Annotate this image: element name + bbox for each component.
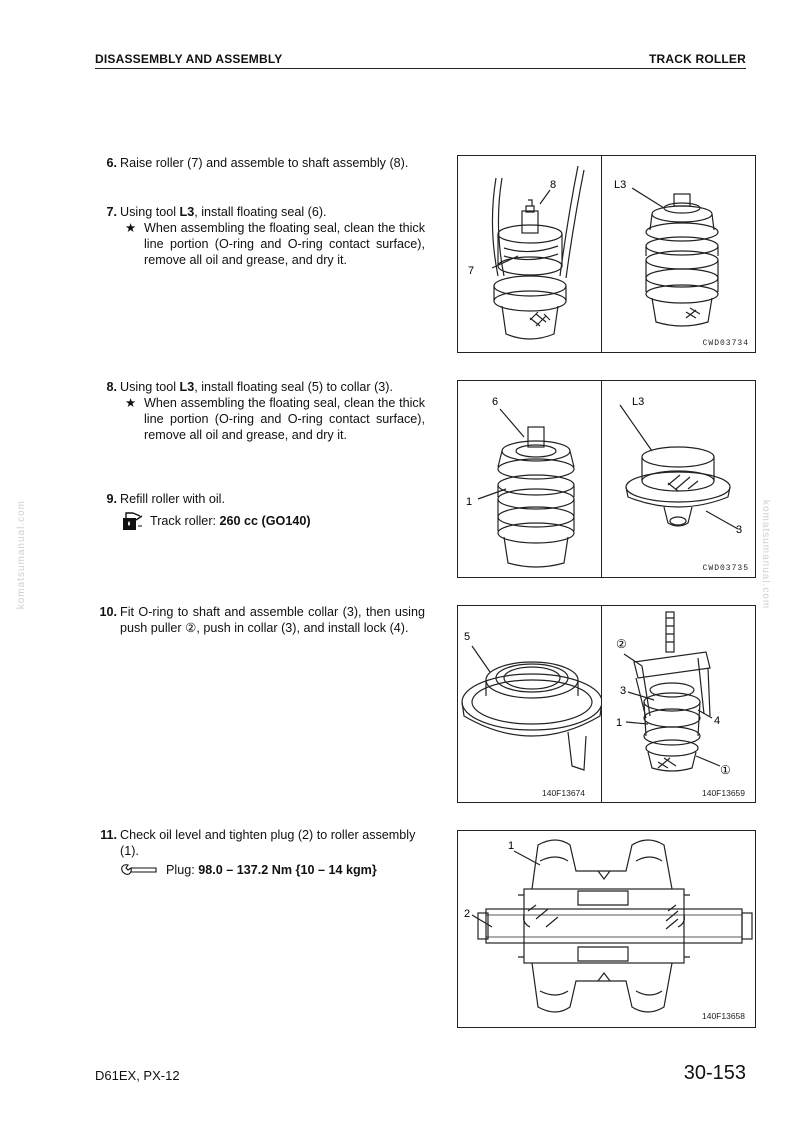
label-3: 3 bbox=[736, 524, 743, 536]
label-2: 2 bbox=[464, 908, 471, 920]
label-1: 1 bbox=[508, 840, 515, 852]
figure-1 bbox=[457, 155, 756, 353]
star-icon: ★ bbox=[125, 396, 137, 410]
step-text: Using tool bbox=[120, 205, 180, 219]
figure-2-left-drawing bbox=[458, 381, 601, 577]
step-text: Refill roller with oil. bbox=[120, 492, 225, 506]
figure-code-left: 140F13674 bbox=[542, 788, 586, 798]
oil-spec bbox=[120, 510, 425, 532]
oil-can-icon bbox=[120, 510, 144, 532]
figure-4-drawing bbox=[458, 831, 755, 1027]
figure-1-right-drawing bbox=[602, 156, 755, 352]
label-1: 1 bbox=[616, 717, 623, 729]
label-3: 3 bbox=[620, 685, 627, 697]
wrench-icon bbox=[120, 863, 160, 877]
watermark-left: komatsumanual.com bbox=[16, 500, 27, 610]
label-L3: L3 bbox=[614, 179, 627, 191]
subsection-title: TRACK ROLLER bbox=[648, 52, 746, 66]
label-7: 7 bbox=[468, 265, 475, 277]
figure-1-left-drawing bbox=[458, 156, 601, 352]
step-number: 9. bbox=[106, 492, 117, 506]
label-5: 5 bbox=[464, 631, 471, 643]
step-note bbox=[120, 395, 425, 443]
figure-3 bbox=[457, 605, 756, 803]
step-text-post: , install floating seal (6). bbox=[194, 205, 327, 219]
label-tool-1: ① bbox=[720, 763, 731, 777]
watermark-right: komatsumanual.com bbox=[760, 500, 771, 610]
figure-2-right-drawing bbox=[602, 381, 755, 577]
page-number: 30-153 bbox=[683, 1062, 746, 1084]
step-7 bbox=[95, 204, 425, 268]
step-number: 6. bbox=[106, 156, 117, 170]
step-text: Using tool bbox=[120, 380, 180, 394]
step-10 bbox=[95, 604, 425, 636]
note-text: When assembling the floating seal, clean the thick line portion (O-ring and O-ring contact surface), remove all oil and grease, and dry it. bbox=[144, 221, 425, 267]
torque-spec bbox=[120, 862, 425, 878]
figure-4 bbox=[457, 830, 756, 1028]
step-note bbox=[120, 220, 425, 268]
label-L3: L3 bbox=[632, 396, 645, 408]
step-number: 10. bbox=[99, 605, 117, 619]
tool-name: L3 bbox=[179, 380, 195, 394]
step-text: Raise roller (7) and assemble to shaft assembly (8). bbox=[120, 156, 409, 170]
step-number: 11. bbox=[100, 828, 117, 842]
model-number: D61EX, PX-12 bbox=[95, 1068, 180, 1083]
figure-code-right: 140F13659 bbox=[701, 788, 745, 798]
step-11 bbox=[95, 827, 425, 878]
figure-3-left-drawing bbox=[458, 606, 601, 802]
figure-3-right-drawing bbox=[602, 606, 755, 802]
section-title: DISASSEMBLY AND ASSEMBLY bbox=[95, 52, 283, 66]
note-text: When assembling the floating seal, clean the thick line portion (O-ring and O-ring contact surface), remove all oil and grease, and dry it. bbox=[144, 396, 425, 442]
spec-value: 260 cc (GO140) bbox=[219, 514, 311, 528]
label-6: 6 bbox=[492, 396, 499, 408]
star-icon: ★ bbox=[125, 221, 137, 235]
step-8 bbox=[95, 379, 425, 443]
step-6 bbox=[95, 155, 425, 171]
step-text: Check oil level and tighten plug (2) to roller assembly (1). bbox=[120, 828, 416, 858]
label-8: 8 bbox=[550, 179, 557, 191]
figure-2 bbox=[457, 380, 756, 578]
tool-name: L3 bbox=[179, 205, 195, 219]
label-4: 4 bbox=[714, 715, 721, 727]
spec-value: 98.0 – 137.2 Nm {10 – 14 kgm} bbox=[198, 863, 377, 877]
page-header bbox=[95, 50, 746, 69]
step-9 bbox=[95, 491, 425, 532]
step-number: 7. bbox=[106, 205, 117, 219]
label-1: 1 bbox=[466, 496, 473, 508]
step-text: Fit O-ring to shaft and assemble collar (3), then using push puller ②, push in collar (3), and install lock (4). bbox=[120, 605, 425, 635]
figure-code: CWD03734 bbox=[702, 339, 749, 348]
label-push-puller: ② bbox=[616, 637, 627, 651]
spec-label: Plug: bbox=[166, 863, 195, 877]
spec-label: Track roller: bbox=[150, 514, 217, 528]
step-text-post: , install floating seal (5) to collar (3). bbox=[194, 380, 394, 394]
figure-code: 140F13658 bbox=[701, 1011, 745, 1021]
figure-code: CWD03735 bbox=[702, 564, 749, 573]
step-number: 8. bbox=[106, 380, 117, 394]
